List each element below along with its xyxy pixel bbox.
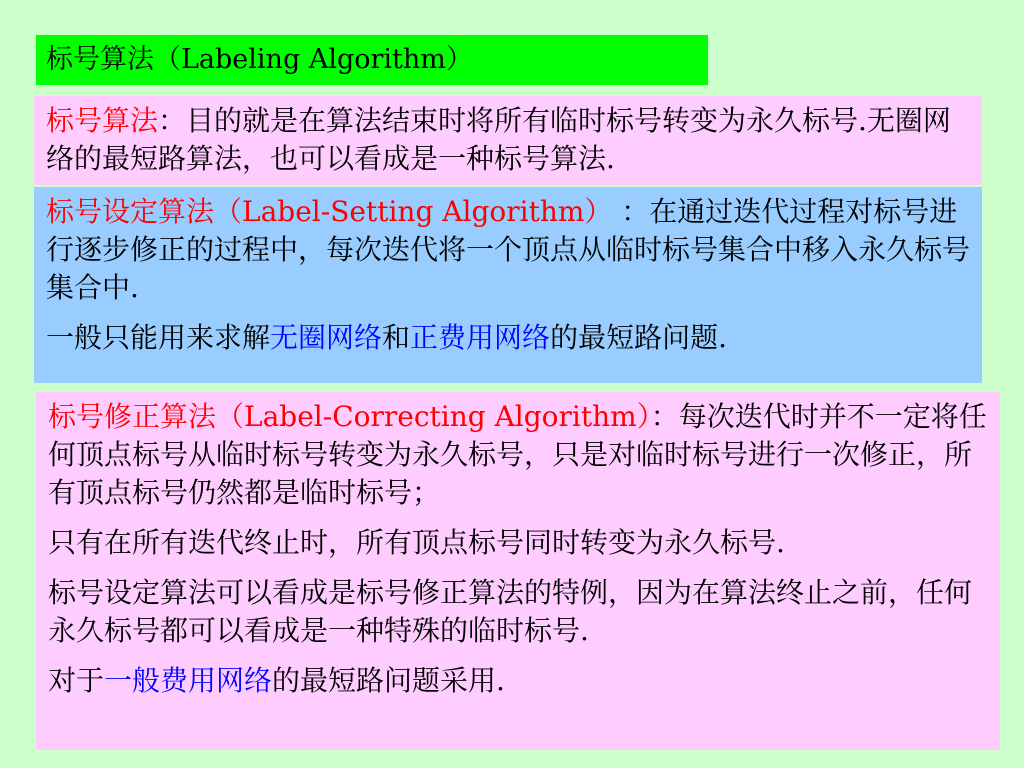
label-correcting-para4: [48, 662, 988, 700]
slide-title: [36, 35, 708, 85]
label-correcting-para2: 只有在所有迭代终止时，所有顶点标号同时转变为永久标号.: [48, 526, 785, 559]
labeling-definition: [46, 102, 970, 178]
label-correcting-box: [36, 392, 1000, 750]
para4-text-after: 的最短路问题采用.: [272, 664, 505, 697]
label-correcting-text: ：每次迭代时并不一定将任何顶点标号从临时标号转变为永久标号，只是对临时标号进行一次修正，所有顶点标号仍然都是临时标号；: [48, 400, 987, 509]
label-setting-definition: [46, 193, 970, 307]
label-correcting-term: 标号修正算法（Label-Correcting Algorithm）: [48, 400, 651, 433]
para4-text-before: 对于: [48, 664, 105, 697]
usage-text-before: 一般只能用来求解: [46, 321, 271, 354]
labeling-text: ：目的就是在算法结束时将所有临时标号转变为永久标号.无圈网络的最短路算法，也可以看成是一种标号算法.: [46, 104, 951, 175]
labeling-term: 标号算法: [46, 104, 159, 137]
general-cost-network-term: 一般费用网络: [104, 664, 273, 697]
usage-text-after: 的最短路问题.: [550, 321, 727, 354]
label-setting-term: 标号设定算法（Label-Setting Algorithm）: [46, 195, 613, 228]
label-correcting-definition: [48, 398, 988, 512]
label-correcting-para3: 标号设定算法可以看成是标号修正算法的特例，因为在算法终止之前，任何永久标号都可以看成是一种特殊的临时标号.: [48, 576, 973, 647]
label-setting-text: ：在通过迭代过程对标号进行逐步修正的过程中，每次迭代将一个顶点从临时标号集合中移入永久标号集合中.: [46, 195, 971, 304]
label-setting-box: [34, 187, 982, 383]
labeling-algorithm-box: [34, 96, 982, 185]
label-setting-usage: [46, 319, 970, 357]
positive-cost-network-term: 正费用网络: [410, 321, 551, 354]
slide-title-text: 标号算法（Labeling Algorithm）: [46, 44, 473, 75]
acyclic-network-term: 无圈网络: [270, 321, 383, 354]
usage-text-mid: 和: [382, 321, 411, 354]
